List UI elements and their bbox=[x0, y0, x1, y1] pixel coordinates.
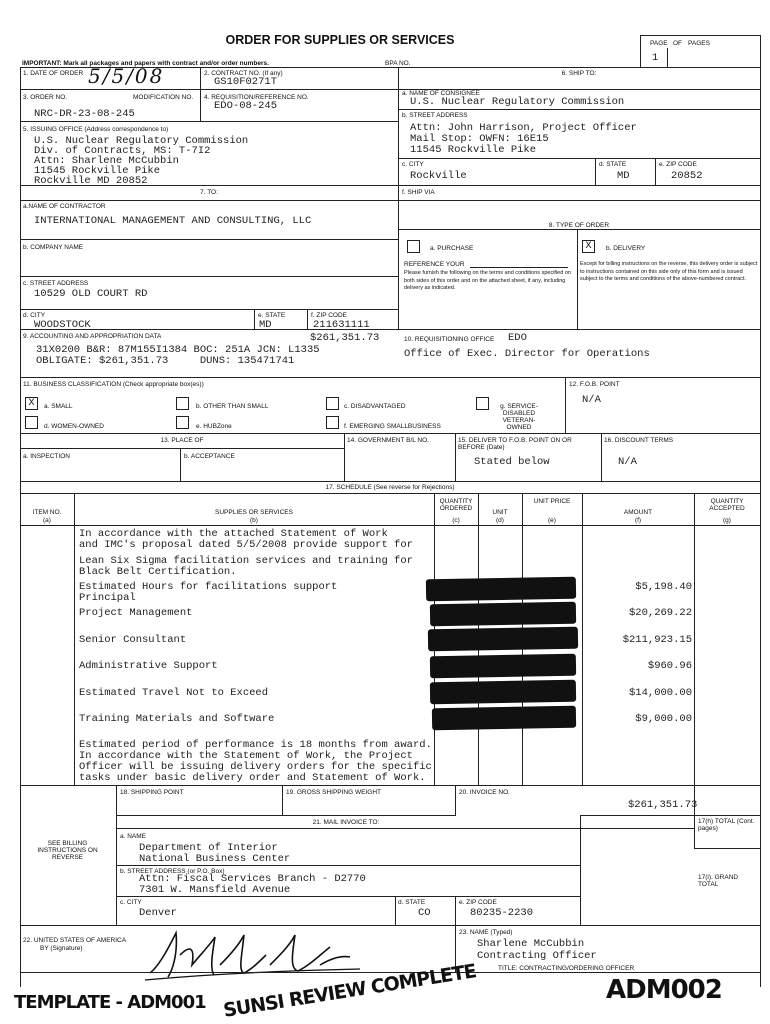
schedule-row-desc: Estimated Hours for facilitations support bbox=[79, 581, 338, 593]
requisition-value[interactable]: EDO-08-245 bbox=[214, 100, 278, 112]
ship-state-label: d. STATE bbox=[599, 161, 627, 168]
schedule-footer-line: In accordance with the Statement of Work, the Project bbox=[79, 750, 413, 762]
ship-via-label: f. SHIP VIA bbox=[402, 189, 435, 196]
to-label: 7. TO: bbox=[200, 189, 218, 196]
contractor-city-value[interactable]: WOODSTOCK bbox=[34, 319, 91, 331]
delivery-label: b. DELIVERY bbox=[606, 245, 646, 252]
redaction-block bbox=[426, 577, 576, 602]
ship-street-line: Attn: John Harrison, Project Officer bbox=[410, 122, 637, 134]
amount-sub: (f) bbox=[634, 517, 642, 524]
supplies-header: SUPPLIES OR SERVICES bbox=[215, 509, 293, 516]
amount-header: AMOUNT bbox=[623, 509, 653, 516]
small-checkbox[interactable]: X bbox=[25, 397, 38, 410]
redaction-block bbox=[430, 680, 576, 705]
invoice-name-label: a. NAME bbox=[120, 833, 147, 840]
consignee-label: a. NAME OF CONSIGNEE bbox=[402, 90, 480, 97]
discount-terms-value[interactable]: N/A bbox=[618, 456, 637, 468]
business-classification-label: 11. BUSINESS CLASSIFICATION (Check appropriate box(es)) bbox=[23, 381, 204, 388]
redaction-block bbox=[430, 654, 576, 679]
invoice-zip-value[interactable]: 80235-2230 bbox=[470, 907, 534, 919]
other-than-small-label: b. OTHER THAN SMALL bbox=[196, 403, 269, 410]
type-of-order-label: 8. TYPE OF ORDER bbox=[548, 222, 610, 229]
invoice-state-label: d. STATE bbox=[398, 899, 426, 906]
women-owned-checkbox[interactable] bbox=[25, 416, 38, 429]
schedule-row-desc: Project Management bbox=[79, 607, 193, 619]
unit-sub: (d) bbox=[496, 517, 504, 524]
qty-accepted-sub: (g) bbox=[723, 517, 731, 524]
issuing-office-line: 11545 Rockville Pike bbox=[34, 165, 161, 177]
schedule-label: 17. SCHEDULE (See reverse for Rejections) bbox=[325, 484, 455, 491]
ship-zip-value[interactable]: 20852 bbox=[671, 170, 703, 182]
ship-street-line: 11545 Rockville Pike bbox=[410, 144, 537, 156]
redaction-block bbox=[428, 627, 578, 652]
schedule-footer-line: tasks under basic delivery order and Statement of Work. bbox=[79, 772, 426, 784]
officer-title: TITLE: CONTRACTING/ORDERING OFFICER bbox=[498, 965, 635, 972]
important-note: IMPORTANT: Mark all packages and papers with contract and/or order numbers. bbox=[22, 60, 269, 67]
unit-price-header: UNIT PRICE bbox=[533, 498, 571, 505]
schedule-intro-line: Lean Six Sigma facilitation services and training for bbox=[79, 555, 413, 567]
requisitioning-office-label: 10. REQUISITIONING OFFICE bbox=[404, 336, 495, 343]
contract-no-value[interactable]: GS10F0271T bbox=[214, 76, 278, 88]
gross-weight-label: 19. GROSS SHIPPING WEIGHT bbox=[286, 789, 381, 796]
total-cont-pages-label: 17(h) TOTAL (Cont. pages) bbox=[698, 818, 755, 832]
contractor-zip-value[interactable]: 211631111 bbox=[313, 319, 370, 331]
of-label: OF bbox=[673, 40, 683, 47]
emerging-small-label: f. EMERGING SMALLBUSINESS bbox=[344, 423, 441, 430]
purchase-label: a. PURCHASE bbox=[430, 245, 474, 252]
typed-name-line: Sharlene McCubbin bbox=[477, 938, 585, 950]
accounting-amount: $261,351.73 bbox=[310, 332, 380, 344]
total-amount: $261,351.73 bbox=[628, 799, 698, 811]
ship-state-value[interactable]: MD bbox=[617, 170, 630, 182]
requisitioning-office-code: EDO bbox=[508, 332, 527, 344]
ship-to-label: 6. SHIP TO: bbox=[561, 70, 597, 77]
order-no-label: 3. ORDER NO. bbox=[23, 94, 68, 101]
ship-street-line: Mail Stop: OWFN: 16E15 bbox=[410, 133, 549, 145]
invoice-zip-label: e. ZIP CODE bbox=[459, 899, 497, 906]
other-than-small-checkbox[interactable] bbox=[176, 397, 189, 410]
bpa-label: BPA NO. bbox=[385, 60, 411, 67]
mail-invoice-label: 21. MAIL INVOICE TO: bbox=[312, 819, 380, 826]
adm-stamp: ADM002 bbox=[606, 975, 722, 1005]
redaction-block bbox=[432, 706, 576, 731]
issuing-office-label: 5. ISSUING OFFICE (Address correspondence to) bbox=[23, 126, 169, 133]
requisitioning-office-value[interactable]: Office of Exec. Director for Operations bbox=[404, 348, 650, 360]
grand-total-label: 17(i). GRAND TOTAL bbox=[698, 874, 739, 888]
schedule-row-desc: Principal bbox=[79, 592, 136, 604]
schedule-intro-line: Black Belt Certification. bbox=[79, 566, 237, 578]
small-label: a. SMALL bbox=[44, 403, 73, 410]
issuing-office-line: Rockville MD 20852 bbox=[34, 175, 148, 187]
invoice-city-label: c. CITY bbox=[120, 899, 142, 906]
ship-city-label: c. CITY bbox=[402, 161, 424, 168]
company-name-label: b. COMPANY NAME bbox=[23, 244, 84, 251]
form-title: ORDER FOR SUPPLIES OR SERVICES bbox=[225, 33, 455, 47]
schedule-footer-line: Estimated period of performance is 18 months from award. bbox=[79, 739, 432, 751]
signature-image bbox=[140, 925, 370, 985]
accounting-line: OBLIGATE: $261,351.73 DUNS: 135471741 bbox=[36, 355, 295, 367]
schedule-row-amount: $14,000.00 bbox=[628, 687, 692, 699]
schedule-intro-line: and IMC's proposal dated 5/5/2008 provide support for bbox=[79, 539, 413, 551]
invoice-name-line: National Business Center bbox=[139, 853, 291, 865]
see-billing-instructions: SEE BILLING INSTRUCTIONS ON REVERSE bbox=[37, 840, 98, 861]
pages-label: PAGES bbox=[688, 40, 710, 47]
contractor-city-label: d. CITY bbox=[23, 312, 46, 319]
fob-point-value[interactable]: N/A bbox=[582, 394, 601, 406]
deliver-date-label: 15. DELIVER TO F.O.B. POINT ON OR BEFORE (Date) bbox=[458, 437, 572, 451]
issuing-office-line: U.S. Nuclear Regulatory Commission bbox=[34, 135, 249, 147]
review-stamp: SUNSI REVIEW COMPLETE bbox=[221, 960, 478, 1022]
invoice-street-label: b. STREET ADDRESS (or P.O. Box) bbox=[120, 868, 225, 875]
page-label: PAGE bbox=[650, 40, 668, 47]
delivery-checkbox[interactable]: X bbox=[582, 240, 595, 253]
invoice-street-line: 7301 W. Mansfield Avenue bbox=[139, 884, 291, 896]
contractor-state-value[interactable]: MD bbox=[259, 319, 272, 331]
issuing-office-line: Attn: Sharlene McCubbin bbox=[34, 155, 179, 167]
consignee-value[interactable]: U.S. Nuclear Regulatory Commission bbox=[410, 96, 625, 108]
service-disabled-checkbox[interactable] bbox=[476, 397, 489, 410]
ship-zip-label: e. ZIP CODE bbox=[659, 161, 697, 168]
schedule-row-amount: $5,198.40 bbox=[635, 581, 692, 593]
disadvantaged-label: c. DISADVANTAGED bbox=[344, 403, 406, 410]
contractor-state-label: e. STATE bbox=[258, 312, 286, 319]
schedule-row-amount: $211,923.15 bbox=[622, 634, 692, 646]
item-no-header: ITEM NO. bbox=[32, 509, 62, 516]
schedule-row-desc: Training Materials and Software bbox=[79, 713, 275, 725]
order-no-value[interactable]: NRC-DR-23-08-245 bbox=[34, 108, 135, 120]
invoice-name-line: Department of Interior bbox=[139, 842, 278, 854]
street-address-label: b. STREET ADDRESS bbox=[402, 112, 468, 119]
schedule-row-amount: $9,000.00 bbox=[635, 713, 692, 725]
issuing-office-line: Div. of Contracts, MS: T-7I2 bbox=[34, 145, 211, 157]
qty-header: QUANTITY ORDERED bbox=[439, 498, 473, 512]
typed-name-line: Contracting Officer bbox=[477, 950, 597, 962]
supplies-sub: (b) bbox=[250, 517, 258, 524]
modification-no-label: MODIFICATION NO. bbox=[133, 94, 194, 101]
accounting-label: 9. ACCOUNTING AND APPROPRIATION DATA bbox=[23, 333, 162, 340]
schedule-row-desc: Estimated Travel Not to Exceed bbox=[79, 687, 269, 699]
purchase-terms: Please furnish the following on the terms and conditions specified on both sides of this order and on the attached sheet, if any, including delivery as indicated. bbox=[404, 270, 571, 291]
shipping-point-label: 18. SHIPPING POINT bbox=[120, 789, 184, 796]
page-number: 1 bbox=[652, 52, 659, 64]
service-disabled-label: g. SERVICE-DISABLED VETERAN-OWNED bbox=[500, 403, 538, 431]
inspection-label: a. INSPECTION bbox=[23, 453, 70, 460]
unit-price-sub: (e) bbox=[548, 517, 556, 524]
hubzone-label: e. HUBZone bbox=[196, 423, 232, 430]
qty-sub: (c) bbox=[452, 517, 460, 524]
date-of-order-label: 1. DATE OF ORDER bbox=[23, 70, 84, 77]
redaction-block bbox=[430, 602, 576, 627]
template-stamp: TEMPLATE - ADM001 bbox=[14, 992, 206, 1013]
schedule-row-desc: Senior Consultant bbox=[79, 634, 187, 646]
government-bl-label: 14. GOVERNMENT B/L NO. bbox=[347, 437, 429, 444]
signature-label: BY (Signature) bbox=[40, 945, 83, 952]
place-of-label: 13. PLACE OF bbox=[160, 437, 204, 444]
typed-name-label: 23. NAME (Typed) bbox=[459, 929, 513, 936]
contractor-zip-label: f. ZIP CODE bbox=[311, 312, 347, 319]
invoice-no-label: 20. INVOICE NO. bbox=[459, 789, 510, 796]
unit-header: UNIT bbox=[492, 509, 508, 516]
contractor-street-label: c. STREET ADDRESS bbox=[23, 280, 89, 287]
usa-label: 22. UNITED STATES OF AMERICA bbox=[23, 937, 127, 944]
disadvantaged-checkbox[interactable] bbox=[326, 397, 339, 410]
qty-accepted-header: QUANTITY ACCEPTED bbox=[709, 498, 745, 512]
invoice-city-value[interactable]: Denver bbox=[139, 907, 177, 919]
schedule-footer-line: Officer will be issuing delivery orders for the specific bbox=[79, 761, 432, 773]
schedule-row-desc: Administrative Support bbox=[79, 660, 218, 672]
accounting-line: 31X0200 B&R: 87M155I1384 BOC: 251A JCN: L1335 bbox=[36, 344, 320, 356]
delivery-terms: Except for billing instructions on the reverse, this delivery order is subject to instructions contained on this side only of this form and is issued subject to the terms and conditions of the above-numbered contract. bbox=[580, 261, 758, 282]
invoice-state-value[interactable]: CO bbox=[418, 907, 431, 919]
date-of-order-value[interactable]: 5/5/08 bbox=[88, 64, 165, 88]
acceptance-label: b. ACCEPTANCE bbox=[184, 453, 235, 460]
fob-point-label: 12. F.O.B. POINT bbox=[569, 381, 620, 388]
reference-your-label: REFERENCE YOUR bbox=[404, 261, 465, 268]
purchase-checkbox[interactable] bbox=[407, 240, 420, 253]
requisition-label: 4. REQUISITION/REFERENCE NO. bbox=[204, 94, 309, 101]
contractor-name-label: a.NAME OF CONTRACTOR bbox=[23, 203, 106, 210]
deliver-date-value[interactable]: Stated below bbox=[474, 456, 550, 468]
schedule-row-amount: $20,269.22 bbox=[628, 607, 692, 619]
contract-no-label: 2. CONTRACT NO. (If any) bbox=[204, 70, 283, 77]
discount-terms-label: 16. DISCOUNT TERMS bbox=[604, 437, 674, 444]
ship-city-value[interactable]: Rockville bbox=[410, 170, 467, 182]
women-owned-label: d. WOMEN-OWNED bbox=[44, 423, 104, 430]
contractor-street-value[interactable]: 10529 OLD COURT RD bbox=[34, 288, 148, 300]
schedule-intro-line: In accordance with the attached Statement of Work bbox=[79, 528, 388, 540]
schedule-row-amount: $960.96 bbox=[647, 660, 692, 672]
invoice-street-line: Attn: Fiscal Services Branch - D2770 bbox=[139, 873, 366, 885]
emerging-small-checkbox[interactable] bbox=[326, 416, 339, 429]
contractor-name-value[interactable]: INTERNATIONAL MANAGEMENT AND CONSULTING, LLC bbox=[34, 215, 312, 227]
hubzone-checkbox[interactable] bbox=[176, 416, 189, 429]
item-no-sub: (a) bbox=[43, 517, 51, 524]
